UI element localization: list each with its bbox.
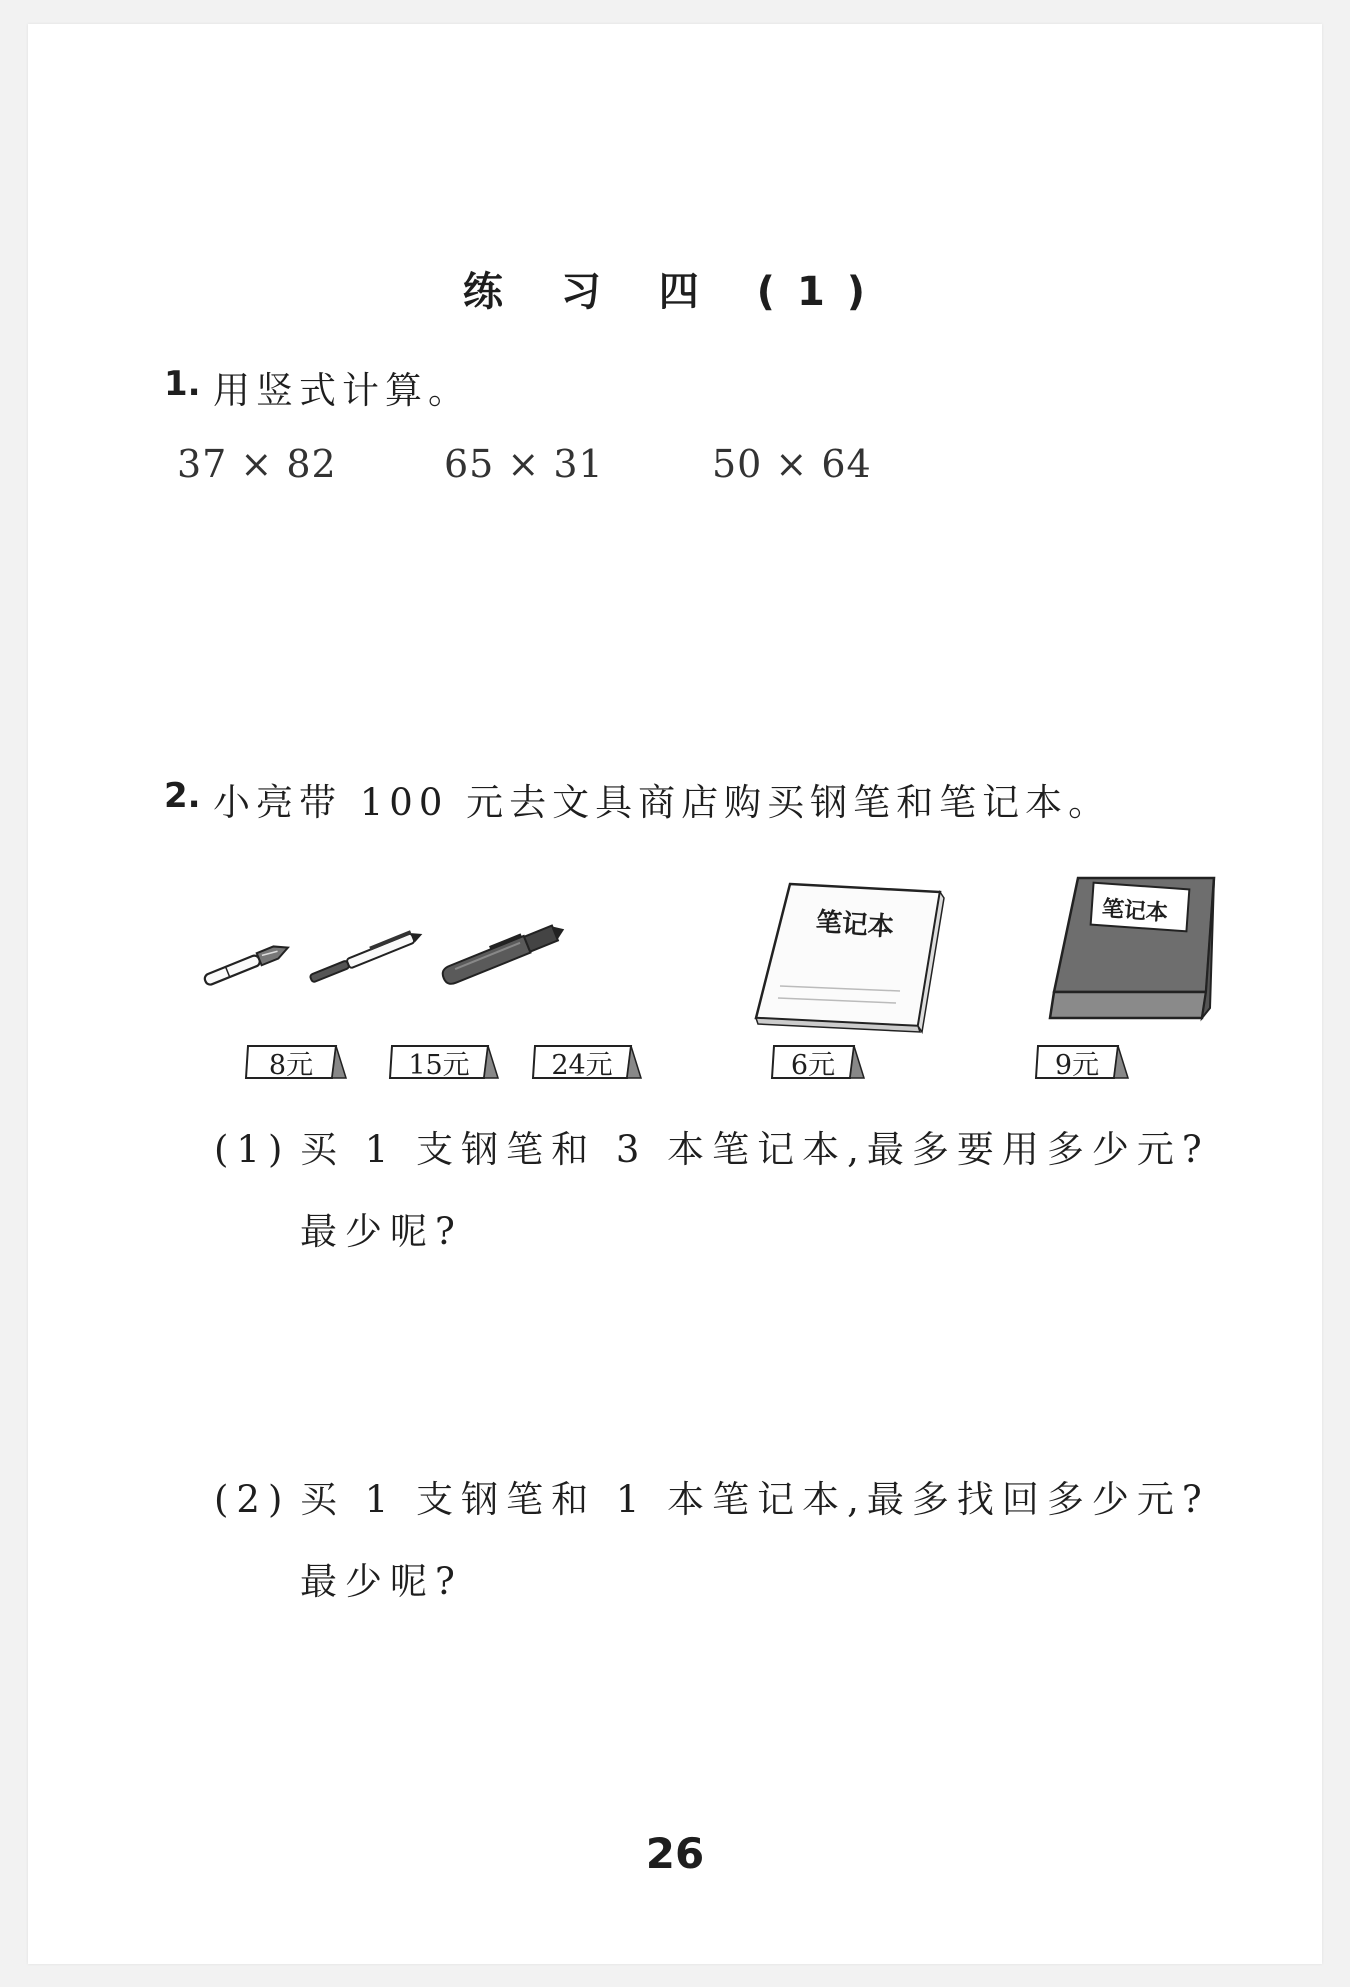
question-2-number: 2. xyxy=(164,776,201,816)
expression-1: 37 × 82 xyxy=(177,442,337,486)
price-label: 15元 xyxy=(408,1049,470,1081)
page-number: 26 xyxy=(645,1829,705,1878)
price-label: 24元 xyxy=(551,1049,613,1081)
price-label: 6元 xyxy=(790,1049,836,1081)
items-illustration xyxy=(28,24,1322,1124)
subquestion-2-number: (2) xyxy=(214,1478,291,1521)
notebook-icon xyxy=(750,876,950,1036)
notebook-cover-label: 笔记本 xyxy=(814,907,895,943)
pen-icon xyxy=(303,922,433,992)
subquestion-1-number: (1) xyxy=(214,1128,291,1171)
price-tag xyxy=(531,1044,643,1080)
price-label: 8元 xyxy=(268,1049,314,1081)
question-1-text: 用竖式计算。 xyxy=(213,369,471,412)
question-1-number: 1. xyxy=(164,364,201,404)
page-title: 练 习 四 (1) xyxy=(462,269,888,315)
subquestion-1-line1: 买 1 支钢笔和 3 本笔记本,最多要用多少元? xyxy=(300,1128,1210,1171)
price-tag xyxy=(388,1044,500,1080)
price-tag xyxy=(1034,1044,1130,1080)
pen-icon xyxy=(196,934,296,994)
worksheet-page xyxy=(28,24,1322,1964)
price-tag xyxy=(244,1044,348,1080)
expression-3: 50 × 64 xyxy=(712,442,872,486)
notebook-cover-label: 笔记本 xyxy=(1101,896,1169,927)
expression-2: 65 × 31 xyxy=(444,442,604,486)
question-2-text: 小亮带 100 元去文具商店购买钢笔和笔记本。 xyxy=(213,781,1112,824)
price-tag xyxy=(770,1044,866,1080)
pen-icon xyxy=(433,914,573,994)
subquestion-1-line2: 最少呢? xyxy=(300,1210,463,1253)
price-label: 9元 xyxy=(1054,1049,1100,1081)
subquestion-2-line2: 最少呢? xyxy=(300,1560,463,1603)
subquestion-2-line1: 买 1 支钢笔和 1 本笔记本,最多找回多少元? xyxy=(300,1478,1210,1521)
